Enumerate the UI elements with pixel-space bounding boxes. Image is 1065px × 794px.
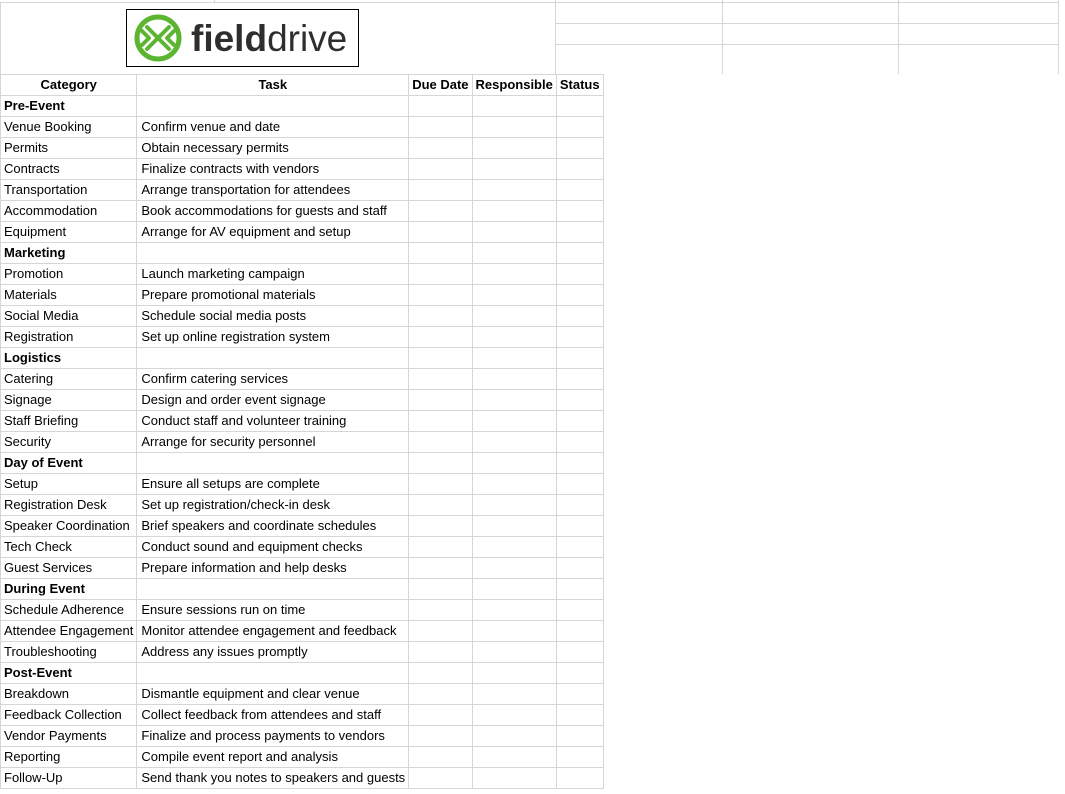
column-header-due-date[interactable]: Due Date	[409, 75, 472, 96]
table-row	[1, 684, 604, 705]
due-date-cell[interactable]	[409, 306, 472, 327]
category-cell[interactable]: Troubleshooting	[1, 642, 137, 663]
category-cell[interactable]: Security	[1, 432, 137, 453]
status-cell[interactable]	[556, 495, 603, 516]
grid-line	[0, 2, 1059, 3]
task-cell[interactable]	[137, 243, 409, 264]
table-row	[1, 138, 604, 159]
table-row	[1, 285, 604, 306]
section-row	[1, 453, 604, 474]
task-cell[interactable]: Arrange transportation for attendees	[137, 180, 409, 201]
table-row	[1, 264, 604, 285]
due-date-cell[interactable]	[409, 369, 472, 390]
responsible-cell[interactable]	[472, 201, 556, 222]
status-cell[interactable]	[556, 432, 603, 453]
due-date-cell[interactable]	[409, 327, 472, 348]
column-header-status[interactable]: Status	[556, 75, 603, 96]
category-cell[interactable]: Registration Desk	[1, 495, 137, 516]
status-cell[interactable]	[556, 243, 603, 264]
task-cell[interactable]	[137, 663, 409, 684]
table-row	[1, 180, 604, 201]
task-cell[interactable]	[137, 579, 409, 600]
due-date-cell[interactable]	[409, 516, 472, 537]
due-date-cell[interactable]	[409, 537, 472, 558]
responsible-cell[interactable]	[472, 159, 556, 180]
status-cell[interactable]	[556, 117, 603, 138]
section-row	[1, 96, 604, 117]
responsible-cell[interactable]	[472, 768, 556, 789]
category-cell[interactable]: Signage	[1, 390, 137, 411]
section-title-cell[interactable]: Post-Event	[1, 663, 137, 684]
status-cell[interactable]	[556, 390, 603, 411]
task-cell[interactable]: Monitor attendee engagement and feedback	[137, 621, 409, 642]
fielddrive-logo	[126, 9, 359, 67]
status-cell[interactable]	[556, 474, 603, 495]
status-cell[interactable]	[556, 453, 603, 474]
table-row	[1, 495, 604, 516]
due-date-cell[interactable]	[409, 558, 472, 579]
responsible-cell[interactable]	[472, 411, 556, 432]
responsible-cell[interactable]	[472, 285, 556, 306]
responsible-cell[interactable]	[472, 180, 556, 201]
section-title-cell[interactable]: Logistics	[1, 348, 137, 369]
category-cell[interactable]: Contracts	[1, 159, 137, 180]
section-row	[1, 348, 604, 369]
logo-text-bold: field	[191, 17, 268, 59]
task-cell[interactable]: Set up registration/check-in desk	[137, 495, 409, 516]
task-cell[interactable]: Conduct sound and equipment checks	[137, 537, 409, 558]
responsible-cell[interactable]	[472, 474, 556, 495]
grid-line	[555, 23, 1059, 24]
due-date-cell[interactable]	[409, 96, 472, 117]
table-row	[1, 432, 604, 453]
table-row	[1, 411, 604, 432]
table-row	[1, 726, 604, 747]
status-cell[interactable]	[556, 201, 603, 222]
due-date-cell[interactable]	[409, 348, 472, 369]
task-cell[interactable]: Send thank you notes to speakers and guests	[137, 768, 409, 789]
category-cell[interactable]: Breakdown	[1, 684, 137, 705]
due-date-cell[interactable]	[409, 663, 472, 684]
responsible-cell[interactable]	[472, 705, 556, 726]
category-cell[interactable]: Vendor Payments	[1, 726, 137, 747]
category-cell[interactable]: Staff Briefing	[1, 411, 137, 432]
due-date-cell[interactable]	[409, 390, 472, 411]
category-cell[interactable]: Guest Services	[1, 558, 137, 579]
status-cell[interactable]	[556, 705, 603, 726]
responsible-cell[interactable]	[472, 537, 556, 558]
status-cell[interactable]	[556, 348, 603, 369]
status-cell[interactable]	[556, 579, 603, 600]
due-date-cell[interactable]	[409, 285, 472, 306]
responsible-cell[interactable]	[472, 390, 556, 411]
task-cell[interactable]: Compile event report and analysis	[137, 747, 409, 768]
category-cell[interactable]: Feedback Collection	[1, 705, 137, 726]
responsible-cell[interactable]	[472, 243, 556, 264]
category-cell[interactable]: Permits	[1, 138, 137, 159]
grid-line	[1058, 0, 1059, 74]
task-cell[interactable]: Launch marketing campaign	[137, 264, 409, 285]
table-row	[1, 327, 604, 348]
due-date-cell[interactable]	[409, 432, 472, 453]
responsible-cell[interactable]	[472, 264, 556, 285]
status-cell[interactable]	[556, 600, 603, 621]
table-row	[1, 558, 604, 579]
grid-line	[722, 0, 723, 74]
category-cell[interactable]: Follow-Up	[1, 768, 137, 789]
category-cell[interactable]: Registration	[1, 327, 137, 348]
due-date-cell[interactable]	[409, 243, 472, 264]
task-cell[interactable]: Obtain necessary permits	[137, 138, 409, 159]
due-date-cell[interactable]	[409, 453, 472, 474]
category-cell[interactable]: Tech Check	[1, 537, 137, 558]
grid-line	[555, 44, 1059, 45]
responsible-cell[interactable]	[472, 663, 556, 684]
task-cell[interactable]: Ensure all setups are complete	[137, 474, 409, 495]
category-cell[interactable]: Promotion	[1, 264, 137, 285]
section-title-cell[interactable]: During Event	[1, 579, 137, 600]
task-cell[interactable]: Design and order event signage	[137, 390, 409, 411]
logo-wordmark	[191, 17, 348, 59]
due-date-cell[interactable]	[409, 768, 472, 789]
section-row	[1, 243, 604, 264]
category-cell[interactable]: Transportation	[1, 180, 137, 201]
due-date-cell[interactable]	[409, 138, 472, 159]
status-cell[interactable]	[556, 285, 603, 306]
table-row	[1, 537, 604, 558]
due-date-cell[interactable]	[409, 411, 472, 432]
task-cell[interactable]	[137, 96, 409, 117]
category-cell[interactable]: Accommodation	[1, 201, 137, 222]
category-cell[interactable]: Setup	[1, 474, 137, 495]
responsible-cell[interactable]	[472, 138, 556, 159]
table-row	[1, 474, 604, 495]
responsible-cell[interactable]	[472, 621, 556, 642]
category-cell[interactable]: Catering	[1, 369, 137, 390]
category-cell[interactable]: Reporting	[1, 747, 137, 768]
section-title-cell[interactable]: Marketing	[1, 243, 137, 264]
category-cell[interactable]: Speaker Coordination	[1, 516, 137, 537]
task-cell[interactable]: Prepare promotional materials	[137, 285, 409, 306]
category-cell[interactable]: Venue Booking	[1, 117, 137, 138]
section-row	[1, 663, 604, 684]
responsible-cell[interactable]	[472, 495, 556, 516]
table-row	[1, 642, 604, 663]
responsible-cell[interactable]	[472, 558, 556, 579]
table-row	[1, 705, 604, 726]
due-date-cell[interactable]	[409, 117, 472, 138]
responsible-cell[interactable]	[472, 327, 556, 348]
status-cell[interactable]	[556, 222, 603, 243]
task-cell[interactable]: Set up online registration system	[137, 327, 409, 348]
table-row	[1, 306, 604, 327]
status-cell[interactable]	[556, 621, 603, 642]
category-cell[interactable]: Schedule Adherence	[1, 600, 137, 621]
task-cell[interactable]: Confirm venue and date	[137, 117, 409, 138]
status-cell[interactable]	[556, 684, 603, 705]
task-cell[interactable]: Dismantle equipment and clear venue	[137, 684, 409, 705]
due-date-cell[interactable]	[409, 159, 472, 180]
status-cell[interactable]	[556, 327, 603, 348]
task-cell[interactable]: Finalize contracts with vendors	[137, 159, 409, 180]
checklist-table	[0, 74, 604, 789]
grid-line	[214, 0, 215, 2]
task-cell[interactable]: Arrange for AV equipment and setup	[137, 222, 409, 243]
category-cell[interactable]: Materials	[1, 285, 137, 306]
status-cell[interactable]	[556, 411, 603, 432]
task-cell[interactable]: Address any issues promptly	[137, 642, 409, 663]
task-cell[interactable]: Conduct staff and volunteer training	[137, 411, 409, 432]
table-row	[1, 369, 604, 390]
due-date-cell[interactable]	[409, 264, 472, 285]
status-cell[interactable]	[556, 138, 603, 159]
status-cell[interactable]	[556, 663, 603, 684]
section-row	[1, 579, 604, 600]
task-cell[interactable]	[137, 453, 409, 474]
task-cell[interactable]: Arrange for security personnel	[137, 432, 409, 453]
table-row	[1, 201, 604, 222]
task-cell[interactable]: Ensure sessions run on time	[137, 600, 409, 621]
due-date-cell[interactable]	[409, 180, 472, 201]
status-cell[interactable]	[556, 558, 603, 579]
status-cell[interactable]	[556, 180, 603, 201]
table-row	[1, 390, 604, 411]
responsible-cell[interactable]	[472, 369, 556, 390]
header-row	[1, 75, 604, 96]
status-cell[interactable]	[556, 726, 603, 747]
status-cell[interactable]	[556, 747, 603, 768]
status-cell[interactable]	[556, 159, 603, 180]
task-cell[interactable]: Finalize and process payments to vendors	[137, 726, 409, 747]
logo-text-regular: drive	[267, 17, 348, 59]
grid-line	[898, 0, 899, 74]
due-date-cell[interactable]	[409, 705, 472, 726]
task-cell[interactable]	[137, 348, 409, 369]
grid-line	[555, 0, 556, 74]
due-date-cell[interactable]	[409, 621, 472, 642]
due-date-cell[interactable]	[409, 600, 472, 621]
status-cell[interactable]	[556, 768, 603, 789]
task-cell[interactable]: Collect feedback from attendees and staff	[137, 705, 409, 726]
responsible-cell[interactable]	[472, 516, 556, 537]
status-cell[interactable]	[556, 369, 603, 390]
due-date-cell[interactable]	[409, 495, 472, 516]
logo-header-area	[0, 0, 1059, 74]
status-cell[interactable]	[556, 537, 603, 558]
category-cell[interactable]: Attendee Engagement	[1, 621, 137, 642]
table-row	[1, 621, 604, 642]
column-header-task[interactable]: Task	[137, 75, 409, 96]
due-date-cell[interactable]	[409, 747, 472, 768]
responsible-cell[interactable]	[472, 453, 556, 474]
responsible-cell[interactable]	[472, 642, 556, 663]
table-row	[1, 600, 604, 621]
responsible-cell[interactable]	[472, 432, 556, 453]
responsible-cell[interactable]	[472, 726, 556, 747]
task-cell[interactable]: Book accommodations for guests and staff	[137, 201, 409, 222]
due-date-cell[interactable]	[409, 642, 472, 663]
table-row	[1, 768, 604, 789]
section-title-cell[interactable]: Day of Event	[1, 453, 137, 474]
task-cell[interactable]: Prepare information and help desks	[137, 558, 409, 579]
due-date-cell[interactable]	[409, 474, 472, 495]
status-cell[interactable]	[556, 96, 603, 117]
due-date-cell[interactable]	[409, 579, 472, 600]
category-cell[interactable]: Social Media	[1, 306, 137, 327]
due-date-cell[interactable]	[409, 201, 472, 222]
table-row	[1, 159, 604, 180]
responsible-cell[interactable]	[472, 579, 556, 600]
responsible-cell[interactable]	[472, 117, 556, 138]
category-cell[interactable]: Equipment	[1, 222, 137, 243]
status-cell[interactable]	[556, 642, 603, 663]
responsible-cell[interactable]	[472, 747, 556, 768]
due-date-cell[interactable]	[409, 222, 472, 243]
table-row	[1, 516, 604, 537]
responsible-cell[interactable]	[472, 600, 556, 621]
responsible-cell[interactable]	[472, 684, 556, 705]
due-date-cell[interactable]	[409, 726, 472, 747]
status-cell[interactable]	[556, 516, 603, 537]
fielddrive-logo-icon	[133, 13, 183, 63]
column-header-category[interactable]: Category	[1, 75, 137, 96]
responsible-cell[interactable]	[472, 306, 556, 327]
column-header-responsible[interactable]: Responsible	[472, 75, 556, 96]
task-cell[interactable]: Brief speakers and coordinate schedules	[137, 516, 409, 537]
status-cell[interactable]	[556, 264, 603, 285]
grid-line	[0, 2, 1, 74]
task-cell[interactable]: Confirm catering services	[137, 369, 409, 390]
table-row	[1, 117, 604, 138]
section-title-cell[interactable]: Pre-Event	[1, 96, 137, 117]
task-cell[interactable]: Schedule social media posts	[137, 306, 409, 327]
responsible-cell[interactable]	[472, 348, 556, 369]
responsible-cell[interactable]	[472, 96, 556, 117]
status-cell[interactable]	[556, 306, 603, 327]
table-row	[1, 747, 604, 768]
due-date-cell[interactable]	[409, 684, 472, 705]
responsible-cell[interactable]	[472, 222, 556, 243]
table-row	[1, 222, 604, 243]
